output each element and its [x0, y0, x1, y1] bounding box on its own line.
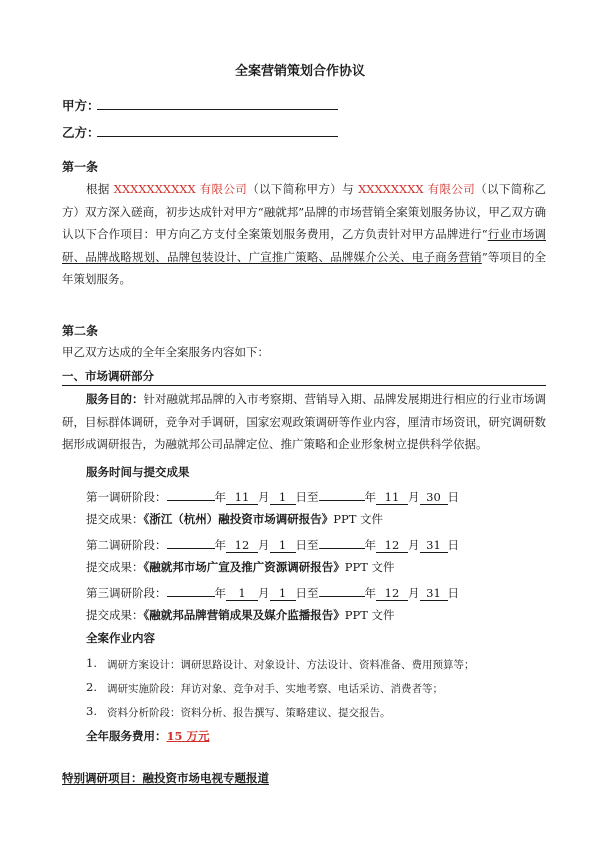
article1-paragraph: [62, 178, 546, 291]
start-month-field[interactable]: 1: [226, 587, 258, 601]
phase-label: 第三调研阶段：: [86, 586, 167, 600]
fee-value: 15 万元: [166, 729, 210, 743]
party-a-blank-line[interactable]: [97, 109, 338, 110]
phase-3-dates: [86, 583, 459, 601]
party-a-label: 甲方：: [62, 98, 100, 113]
end-month-field[interactable]: 11: [376, 491, 408, 505]
work-item-text: 调研实施阶段：拜访对象、竞争对手、实地考察、电话采访、消费者等；: [107, 683, 443, 695]
to-word: 至: [307, 586, 319, 600]
month-word: 月: [258, 490, 270, 504]
work-item-number: 3.: [86, 704, 97, 718]
article2-heading: 第二条: [62, 324, 99, 338]
month-word: 月: [408, 538, 420, 552]
month-word: 月: [408, 586, 420, 600]
month-word: 月: [258, 586, 270, 600]
start-year-field[interactable]: [167, 487, 215, 501]
work-item-text: 资料分析阶段：资料分析、报告撰写、策略建议、提交报告。: [107, 707, 391, 719]
phase-1-deliverable: [86, 511, 383, 527]
phase-2-deliverable: [86, 559, 395, 575]
service-purpose-paragraph: [62, 388, 546, 456]
start-month-field[interactable]: 11: [226, 491, 258, 505]
year-word: 年: [214, 490, 226, 504]
work-item-number: 1.: [86, 656, 97, 670]
work-content-heading: 全案作业内容: [86, 631, 155, 645]
phase-2-dates: [86, 535, 459, 553]
special-research-project: 特别调研项目：融投资市场电视专题报道: [62, 771, 269, 785]
year-word: 年: [214, 586, 226, 600]
start-day-field[interactable]: 1: [270, 587, 296, 601]
schedule-heading: 服务时间与提交成果: [86, 465, 190, 479]
end-year-field[interactable]: [319, 487, 365, 501]
day-word: 日: [447, 586, 459, 600]
phase-label: 第一调研阶段：: [86, 490, 167, 504]
start-year-field[interactable]: [167, 535, 215, 549]
deliverable-prefix: 提交成果：: [86, 560, 144, 574]
company-a-name: XXXXXXXXXX 有限公司: [113, 182, 248, 196]
deliverable-prefix: 提交成果：: [86, 512, 144, 526]
work-item: [86, 680, 97, 694]
work-item: [86, 704, 97, 718]
start-day-field[interactable]: 1: [270, 491, 296, 505]
month-word: 月: [408, 490, 420, 504]
document-title: 全案营销策划合作协议: [234, 64, 365, 79]
deliverable-suffix: PPT 文件: [344, 608, 395, 622]
phase-label: 第二调研阶段：: [86, 538, 167, 552]
year-word: 年: [364, 586, 376, 600]
start-month-field[interactable]: 12: [226, 539, 258, 553]
day-word: 日: [295, 490, 307, 504]
year-word: 年: [364, 490, 376, 504]
end-month-field[interactable]: 12: [376, 539, 408, 553]
party-b-blank-line[interactable]: [97, 136, 338, 137]
work-item-text: 调研方案设计：调研思路设计、对象设计、方法设计、资料准备、费用预算等；: [107, 659, 475, 671]
end-day-field[interactable]: 30: [420, 491, 448, 505]
day-word: 日: [447, 490, 459, 504]
article2-intro: 甲乙双方达成的全年全案服务内容如下：: [62, 345, 269, 359]
end-year-field[interactable]: [319, 535, 365, 549]
end-day-field[interactable]: 31: [420, 587, 448, 601]
work-item-number: 2.: [86, 680, 97, 694]
end-year-field[interactable]: [319, 583, 365, 597]
article1-service-items: 行业市场调研、品牌战略规划、品牌包装设计、广宣推广策略、品牌媒介公关、电子商务营销: [62, 227, 547, 264]
phase-1-dates: [86, 487, 459, 505]
day-word: 日: [295, 538, 307, 552]
deliverable-title: 《融就邦品牌营销成果及媒介监播报告》: [143, 608, 345, 622]
work-item: [86, 656, 97, 670]
end-month-field[interactable]: 12: [376, 587, 408, 601]
deliverable-title: 《融就邦市场广宣及推广资源调研报告》: [143, 560, 345, 574]
year-word: 年: [214, 538, 226, 552]
article1-heading: 第一条: [62, 160, 99, 174]
annual-fee: [86, 728, 210, 744]
article1-text-1: 根据: [86, 182, 114, 196]
deliverable-prefix: 提交成果：: [86, 608, 144, 622]
month-word: 月: [258, 538, 270, 552]
deliverable-title: 《浙江（杭州）融投资市场调研报告》: [143, 512, 334, 526]
year-word: 年: [364, 538, 376, 552]
article1-text-4: ”等项目的全年策划服务。: [62, 249, 546, 286]
section1-title: 一、市场调研部分: [62, 369, 154, 383]
fee-label: 全年服务费用：: [86, 729, 167, 743]
purpose-label: 服务目的：: [86, 392, 144, 406]
day-word: 日: [447, 538, 459, 552]
section1-title-rule: [62, 385, 546, 386]
start-day-field[interactable]: 1: [270, 539, 296, 553]
deliverable-suffix: PPT 文件: [344, 560, 395, 574]
end-day-field[interactable]: 31: [420, 539, 448, 553]
to-word: 至: [307, 490, 319, 504]
start-year-field[interactable]: [167, 583, 215, 597]
company-b-name: XXXXXXXX 有限公司: [358, 182, 476, 196]
article1-text-2: （以下简称甲方）与: [247, 182, 359, 196]
deliverable-suffix: PPT 文件: [333, 512, 384, 526]
article1-text-3: （以下简称乙方）双方深入磋商，初步达成针对甲方“融就邦”品牌的市场营销全案策划服务协议，甲乙双方确认以下合作项目：甲方向乙方支付全案策划服务费用，乙方负责针对甲方品牌进行“: [62, 182, 546, 241]
day-word: 日: [295, 586, 307, 600]
phase-3-deliverable: [86, 607, 395, 623]
party-b-label: 乙方：: [62, 125, 100, 140]
purpose-text: 针对融就邦品牌的入市考察期、营销导入期、品牌发展期进行相应的行业市场调研，目标群体调研，竞争对手调研，国家宏观政策调研等作业内容，厘清市场资讯，研究调研数据形成调研报告，为融就邦公司品牌定位、推广策略和企业形象树立提供科学依据。: [62, 392, 546, 451]
to-word: 至: [307, 538, 319, 552]
